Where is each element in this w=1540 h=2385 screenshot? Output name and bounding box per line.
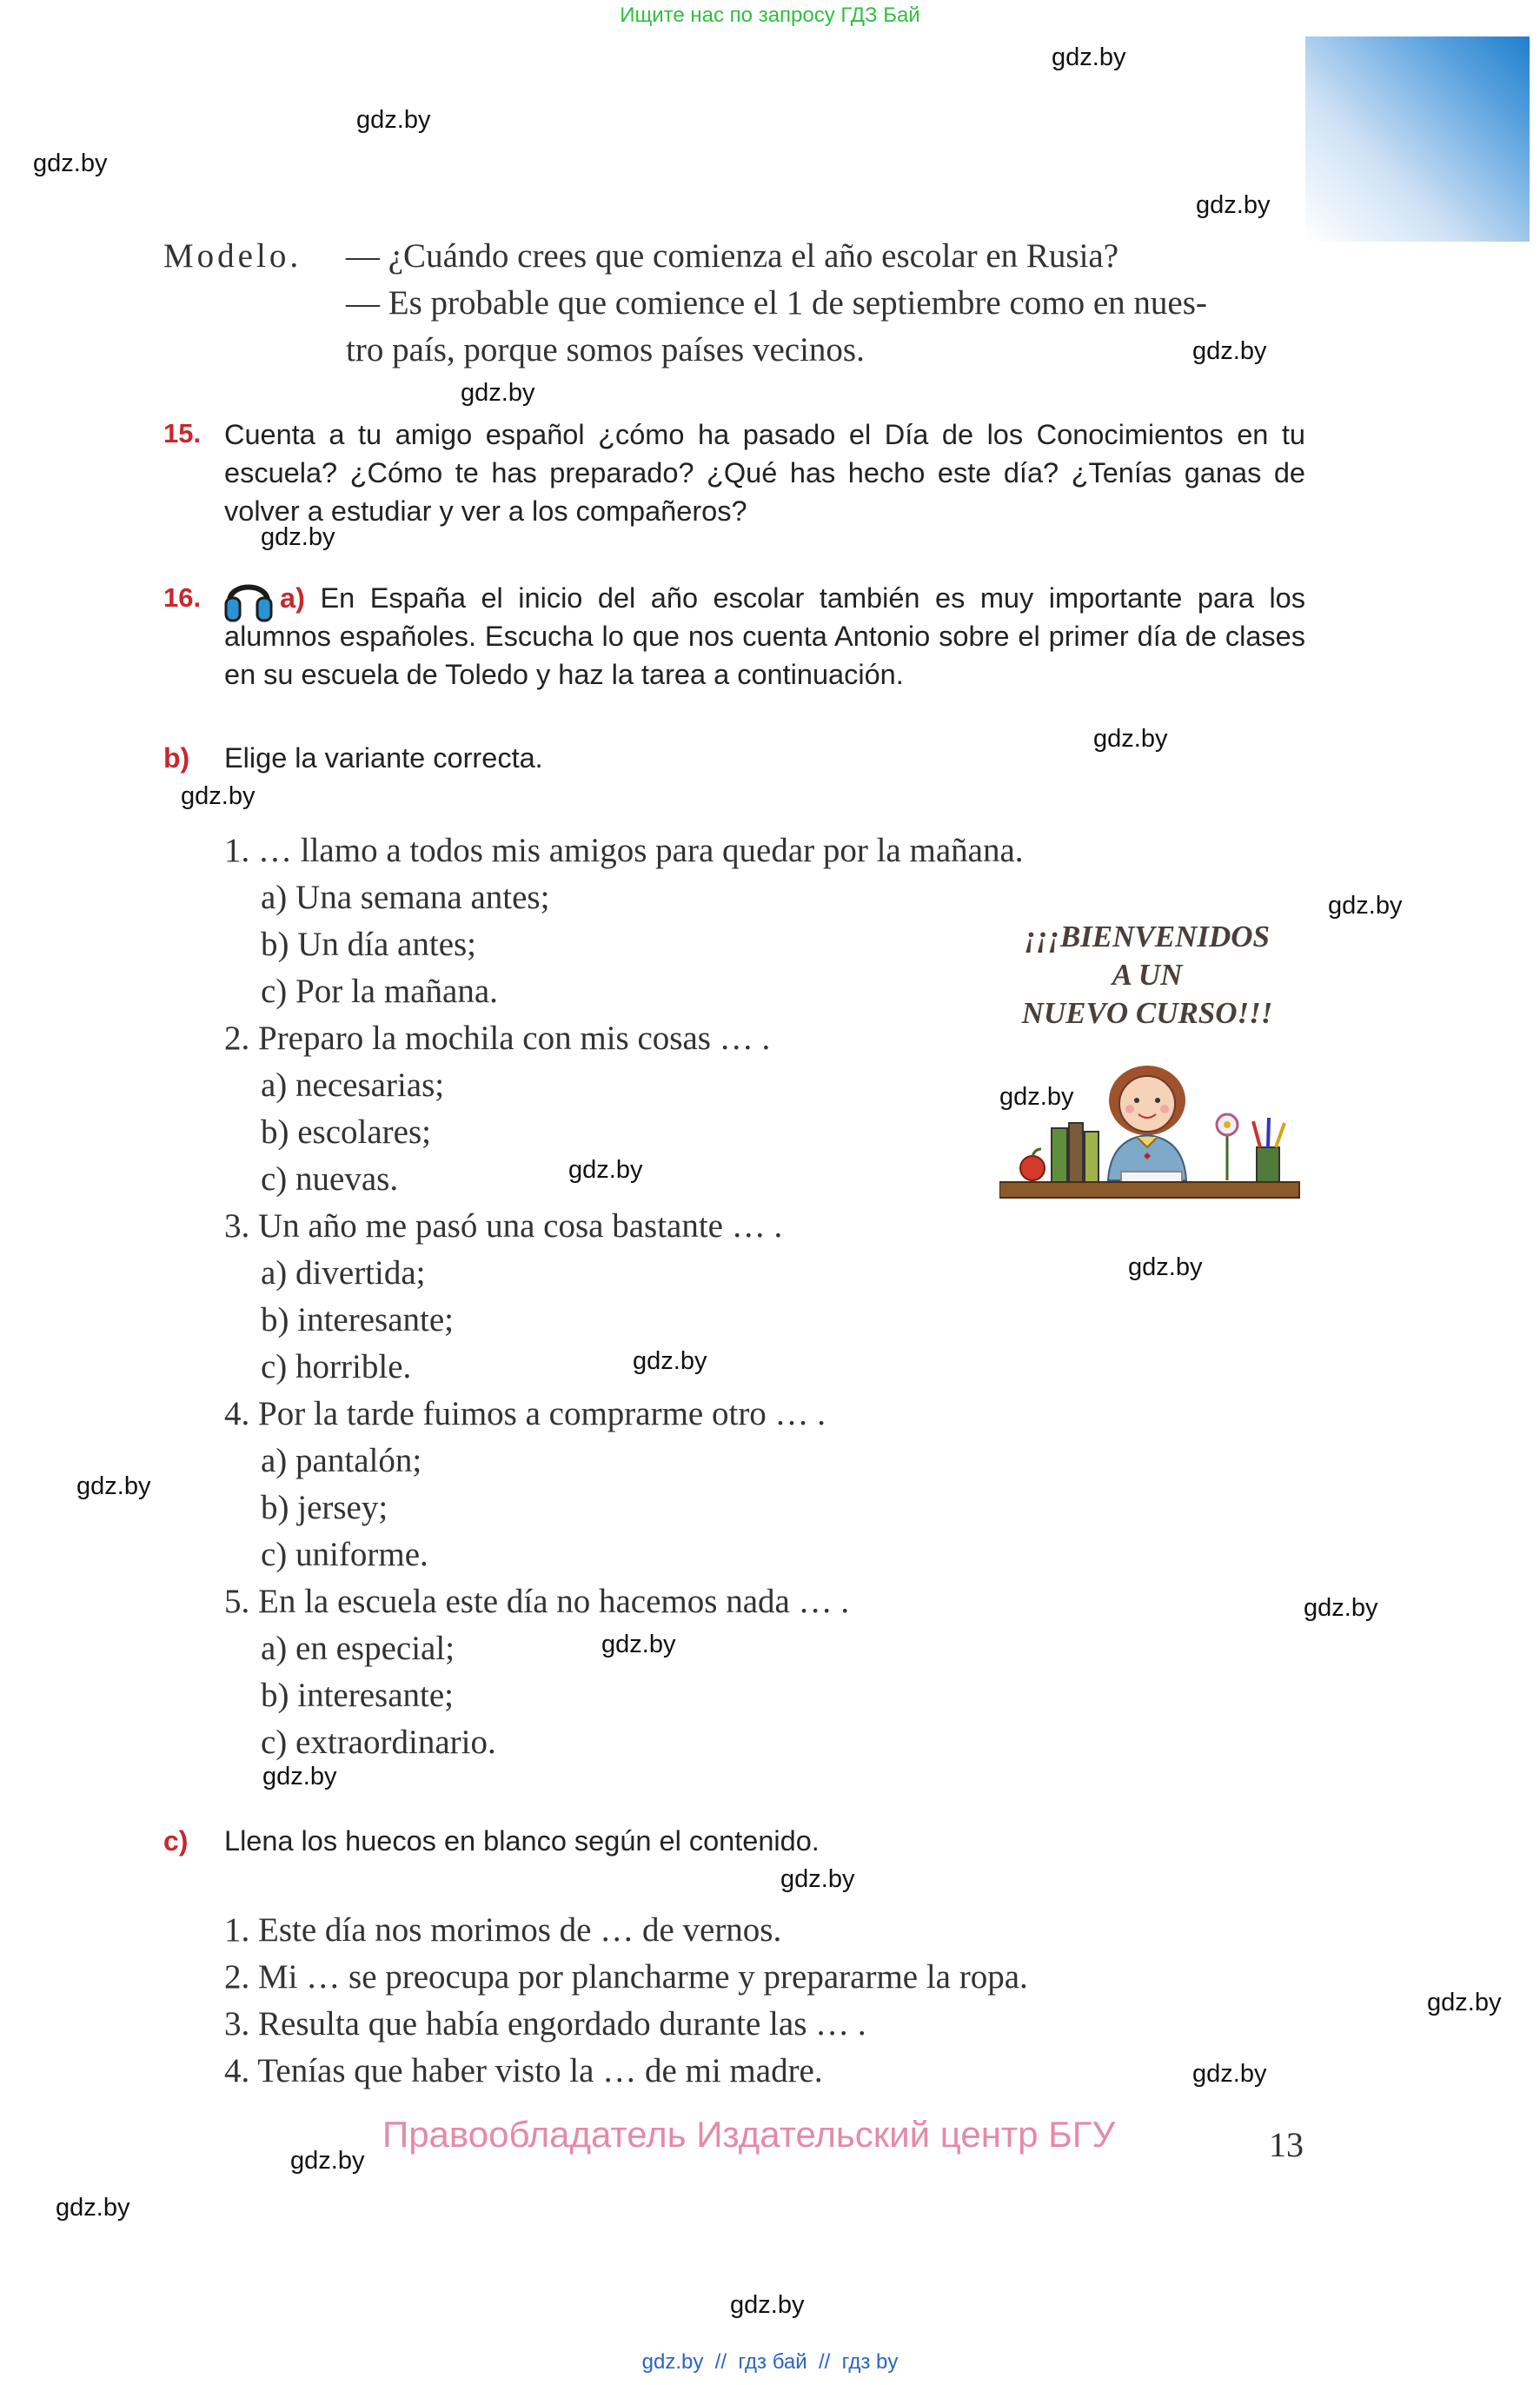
answer-option: b) Un día antes; bbox=[261, 926, 477, 963]
answer-option: c) Por la mañana. bbox=[261, 973, 498, 1010]
watermark: gdz.by bbox=[601, 1631, 676, 1658]
watermark: gdz.by bbox=[56, 2194, 130, 2222]
exercise-15-number: 15. bbox=[163, 418, 202, 448]
question-text: 3. Un año me pasó una cosa bastante … . bbox=[224, 1207, 783, 1245]
watermark: gdz.by bbox=[1427, 1989, 1502, 2016]
bottom-links[interactable]: gdz.by // гдз бай // гдз by bbox=[641, 2350, 899, 2374]
answer-option: a) Una semana antes; bbox=[261, 879, 550, 916]
watermark: gdz.by bbox=[261, 523, 335, 551]
watermark: gdz.by bbox=[1196, 191, 1271, 219]
answer-option: b) interesante; bbox=[261, 1301, 454, 1339]
watermark: gdz.by bbox=[1052, 43, 1126, 71]
exercise-16b-text: Elige la variante correcta. bbox=[224, 742, 543, 774]
fill-in-item: 4. Tenías que haber visto la … de mi madre. bbox=[224, 2052, 823, 2089]
exercise-16a-label: a) bbox=[280, 582, 305, 614]
exercise-16c-label: c) bbox=[163, 1825, 189, 1857]
copyright-notice: Правообладатель Издательский центр БГУ bbox=[382, 2114, 1116, 2155]
welcome-caption-line: NUEVO CURSO!!! bbox=[1021, 996, 1273, 1030]
corner-gradient-decoration bbox=[1305, 37, 1530, 242]
watermark: gdz.by bbox=[1192, 2060, 1267, 2088]
watermark: gdz.by bbox=[1192, 337, 1267, 365]
answer-option: c) uniforme. bbox=[261, 1536, 428, 1573]
student-desk-drawing bbox=[999, 1041, 1312, 1224]
answer-option: a) divertida; bbox=[261, 1254, 426, 1292]
question-text: 2. Preparo la mochila con mis cosas … . bbox=[224, 1020, 771, 1057]
answer-option: c) extraordinario. bbox=[261, 1724, 496, 1761]
answer-option: b) escolares; bbox=[261, 1113, 431, 1151]
modelo-label: Modelo. bbox=[163, 237, 302, 275]
watermark: gdz.by bbox=[780, 1865, 855, 1893]
watermark: gdz.by bbox=[730, 2291, 805, 2319]
fill-in-item: 3. Resulta que había engordado durante las … . bbox=[224, 2005, 866, 2043]
welcome-caption-line: ¡¡¡BIENVENIDOS bbox=[1024, 920, 1271, 953]
watermark: gdz.by bbox=[356, 106, 431, 134]
watermark: gdz.by bbox=[262, 1763, 337, 1790]
watermark: gdz.by bbox=[290, 2147, 365, 2175]
fill-in-item: 2. Mi … se preocupa por plancharme y prepararme la ropa. bbox=[224, 1958, 1028, 1996]
exercise-16a-body: En España el inicio del año escolar también es muy importante para los alumnos españoles. Escucha lo que nos cuenta Antonio sobre el primer día de clases en su escuela de Toledo y haz la tarea a continuación. bbox=[224, 582, 1305, 690]
answer-option: a) pantalón; bbox=[261, 1442, 422, 1479]
modelo-line: — ¿Cuándo crees que comienza el año escolar en Rusia? bbox=[346, 237, 1119, 275]
welcome-illustration bbox=[999, 920, 1312, 1224]
top-search-link[interactable]: Ищите нас по запросу ГДЗ Бай bbox=[620, 3, 920, 27]
exercise-16b-label: b) bbox=[163, 742, 190, 774]
fill-in-item: 1. Este día nos morimos de … de vernos. bbox=[224, 1911, 782, 1949]
watermark: gdz.by bbox=[999, 1083, 1074, 1111]
answer-option: a) necesarias; bbox=[261, 1066, 445, 1104]
modelo-line: tro país, porque somos países vecinos. bbox=[346, 331, 865, 369]
modelo-line: — Es probable que comience el 1 de septiembre como en nues- bbox=[346, 284, 1207, 322]
watermark: gdz.by bbox=[181, 782, 256, 810]
answer-option: a) en especial; bbox=[261, 1630, 455, 1667]
watermark: gdz.by bbox=[1128, 1253, 1203, 1281]
watermark: gdz.by bbox=[1304, 1594, 1378, 1622]
watermark: gdz.by bbox=[1328, 892, 1403, 920]
exercise-16-number: 16. bbox=[163, 582, 202, 613]
watermark: gdz.by bbox=[33, 149, 108, 177]
page-number: 13 bbox=[1269, 2125, 1304, 2164]
exercise-16a-text bbox=[224, 579, 1305, 694]
answer-option: b) interesante; bbox=[261, 1677, 454, 1714]
watermark: gdz.by bbox=[1093, 725, 1168, 753]
watermark: gdz.by bbox=[76, 1472, 151, 1500]
watermark: gdz.by bbox=[461, 379, 535, 407]
welcome-caption-line: A UN bbox=[1112, 958, 1183, 992]
question-text: 5. En la escuela este día no hacemos nada … . bbox=[224, 1583, 850, 1620]
answer-option: b) jersey; bbox=[261, 1489, 388, 1526]
question-text: 4. Por la tarde fuimos a comprarme otro … . bbox=[224, 1395, 826, 1432]
exercise-15-text: Cuenta a tu amigo español ¿cómo ha pasado el Día de los Conocimientos en tu escuela? ¿Cómo te has preparado? ¿Qué has hecho este día? ¿Tenías ganas de volver a estudiar y ver a los compañeros? bbox=[224, 419, 1305, 527]
watermark: gdz.by bbox=[568, 1156, 643, 1184]
exercise-16c-text: Llena los huecos en blanco según el contenido. bbox=[224, 1825, 820, 1857]
answer-option: c) nuevas. bbox=[261, 1160, 399, 1198]
watermark: gdz.by bbox=[633, 1347, 707, 1375]
answer-option: c) horrible. bbox=[261, 1348, 412, 1385]
question-text: 1. … llamo a todos mis amigos para quedar por la mañana. bbox=[224, 832, 1024, 869]
